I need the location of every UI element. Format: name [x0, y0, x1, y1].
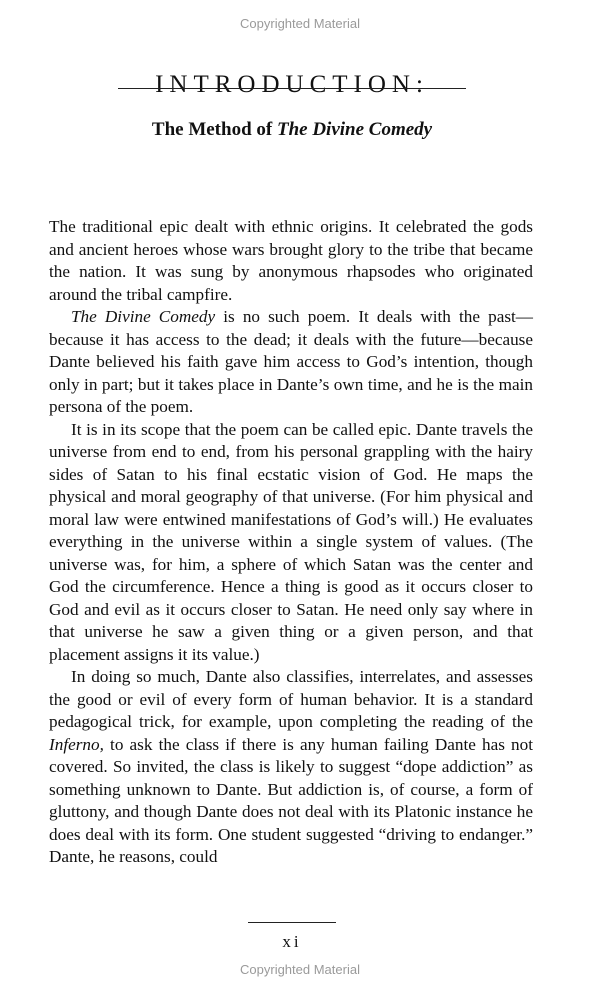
paragraph-2 — [49, 306, 533, 419]
page-number: xi — [282, 932, 302, 951]
paragraph-3: It is in its scope that the poem can be called epic. Dante travels the universe from end to end, from his personal grappling with the hairy sides of Satan to his final ecstatic vision of God. He maps the physical and moral geography of that universe. (For him physical and moral law were entwined manifestations of God’s will.) He evaluates everything in the universe within a single system of values. (The universe was, for him, a sphere of which Satan was the center and God the circumference. Hence a thing is good as it occurs closer to God and evil as it occurs closer to Satan. He need only say where in that universe he saw a given thing or a given person, and that placement assigns it its value.) — [49, 419, 533, 664]
subtitle-italic: The Divine Comedy — [276, 118, 433, 140]
title-divider — [118, 88, 466, 89]
footer-divider — [248, 922, 336, 923]
paragraph-1: The traditional epic dealt with ethnic origins. It celebrated the gods and ancient heroes whose wars brought glory to the tribe that became the nation. It was sung by anonymous rhapsodes who originated around the tribal campfire. — [49, 217, 533, 304]
paragraph-4-text-b: to ask the class if there is any human failing Dante has not covered. So invited, the class is likely to suggest “dope addiction” as something unknown to Dante. But addiction is, of course, a form of gluttony, and though Dante does not deal with its Platonic instance he does deal with its form. One student suggested “driving to endanger.” Dante, he reasons, could — [49, 734, 533, 866]
subtitle-prefix: The Method of — [151, 118, 277, 140]
paragraph-2-text: is no such poem. It deals with the past—because it has access to the dead; it deals with the future—because Dante believed his faith gave him access to God’s intention, though only in part; but it takes place in Dante’s own time, and he is the main persona of the poem. — [49, 307, 533, 416]
copyright-watermark-bottom: Copyrighted Material — [240, 962, 360, 977]
paragraph-4-text-a: In doing so much, Dante also classifies, interrelates, and assesses the good or evil of every form of human behavior. It is a standard pedagogical trick, for example, upon completing the reading of the — [49, 667, 533, 731]
body-text — [49, 216, 533, 869]
paragraph-2-italic: The Divine Comedy — [71, 307, 216, 326]
paragraph-4 — [49, 666, 533, 869]
chapter-subtitle — [0, 119, 584, 141]
copyright-watermark-top: Copyrighted Material — [240, 16, 360, 31]
paragraph-4-italic: Inferno, — [49, 734, 104, 754]
chapter-title: INTRODUCTION: — [155, 70, 429, 98]
